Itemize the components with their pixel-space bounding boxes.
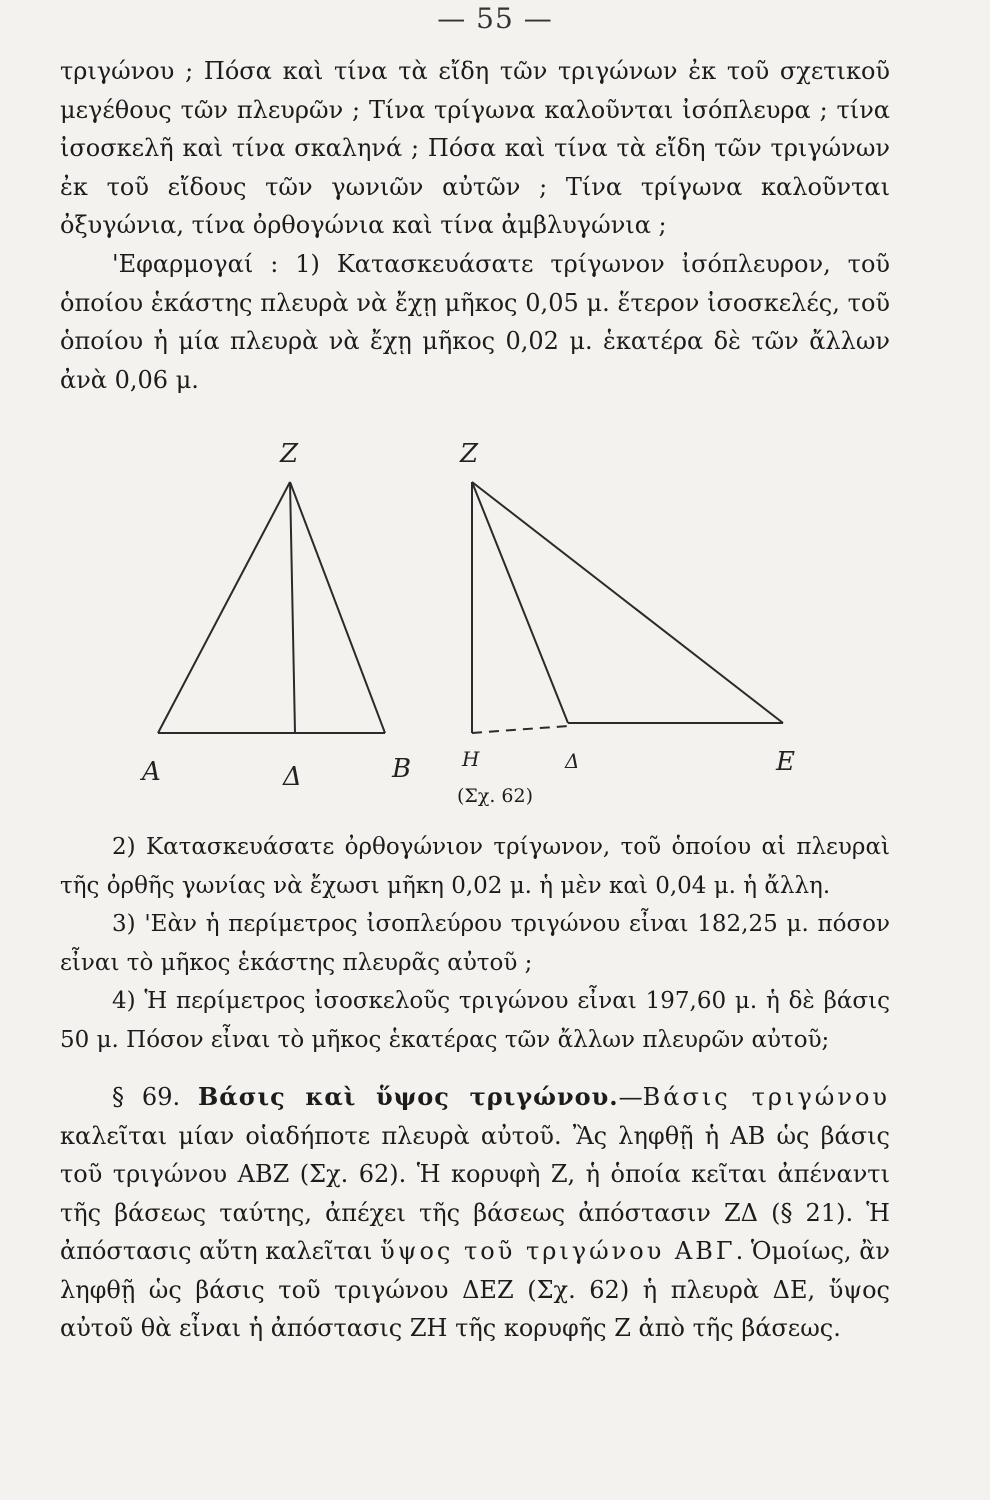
term-basis: Βάσις τριγώνου [642,1083,890,1111]
triangles-diagram [100,430,900,805]
exercise-2: 2) Κατασκευάσατε ὀρθογώνιον τρίγωνον, τοῦ ὁποίου αἱ πλευραὶ τῆς ὀρθῆς γωνίας νὰ ἔχωσι μῆκη 0,02 μ. ἡ μὲν καὶ 0,04 μ. ἡ ἄλλη. [60,834,890,899]
section-69 [60,1078,890,1348]
questions-paragraph: τριγώνου ; Πόσα καὶ τίνα τὰ εἴδη τῶν τριγώνων ἐκ τοῦ σχετικοῦ μεγέθους τῶν πλευρῶν ; Τίνα τρίγωνα καλοῦνται ἰσόπλευρα ; τίνα ἰσοσκελῆ καὶ τίνα σκαληνά ; Πόσα καὶ τίνα τὰ εἴδη τῶν τριγώνων ἐκ τοῦ εἴδους τῶν γωνιῶν αὐτῶν ; Τίνα τρίγωνα καλοῦνται ὀξυγώνια, τίνα ὀρθογώνια καὶ τίνα ἀμβλυγώνια ; [60,57,890,239]
label-left-d: Δ [283,762,302,792]
label-right-e: E [776,747,795,777]
section-dash: — [618,1083,643,1111]
label-right-apex: Z [460,439,479,469]
section-text-b: . Ὁμοίως, ἂν ληφθῇ ὡς βάσις τοῦ τριγώνου ΔΕΖ (Σχ. 62) ἡ πλευρὰ ΔΕ, ὕψος αὐτοῦ θὰ εἶναι ἡ ἀπόστασις ΖΗ τῆς κορυφῆς Ζ ἀπὸ τῆς βάσεως. [60,1237,890,1342]
left-side-za [158,482,290,733]
exercise-1: 'Εφαρμογαί : 1) Κατασκευάσατε τρίγωνον ἰσόπλευρον, τοῦ ὁποίου ἑκάστης πλευρὰ νὰ ἔχῃ μῆκος 0,05 μ. ἕτερον ἰσοσκελές, τοῦ ὁποίου ἡ μία πλευρὰ νὰ ἔχῃ μῆκος 0,02 μ. ἑκατέρα δὲ τῶν ἄλλων ἀνὰ 0,06 μ. [60,250,890,394]
section-number: § 69. [112,1083,181,1111]
left-side-zb [290,482,385,733]
right-base-extension [472,726,568,733]
label-right-h: H [462,747,480,771]
label-right-d: Δ [565,749,580,773]
section-text-a: καλεῖται μίαν οἱαδήποτε πλευρὰ αὐτοῦ. Ἂς ληφθῇ ἡ ΑΒ ὡς βάσις τοῦ τριγώνου ΑΒΖ (Σχ. 62). Ἡ κορυφὴ Ζ, ἡ ὁποία κεῖται ἀπέναντι τῆς βάσεως ταύτης, ἀπέχει τῆς βάσεως ἀπόστασιν ΖΔ (§ 21). Ἡ ἀπόστασις αὕτη καλεῖται [60,1121,890,1265]
label-left-apex: Z [280,439,299,469]
page-number: — 55 — [437,2,553,35]
label-left-b: B [392,754,412,784]
figure-62 [100,430,900,805]
exercise-3: 3) 'Εὰν ἡ περίμετρος ἰσοπλεύρου τριγώνου εἶναι 182,25 μ. πόσον εἶναι τὸ μῆκος ἑκάστης πλευρᾶς αὐτοῦ ; [60,911,890,976]
term-height: ὕψος τοῦ τριγώνου ΑΒΓ [380,1237,736,1265]
exercises-2-4 [60,828,890,1059]
figure-caption: (Σχ. 62) [456,785,534,807]
right-side-ze [472,482,783,723]
section-title: Βάσις καὶ ὕψος τριγώνου. [198,1082,619,1111]
exercise-4: 4) Ἡ περίμετρος ἰσοσκελοῦς τριγώνου εἶναι 197,60 μ. ἡ δὲ βάσις 50 μ. Πόσον εἶναι τὸ μῆκος ἑκατέρας τῶν ἄλλων πλευρῶν αὐτοῦ; [60,988,890,1053]
label-left-a: A [142,757,161,787]
left-altitude-zd [290,482,295,733]
